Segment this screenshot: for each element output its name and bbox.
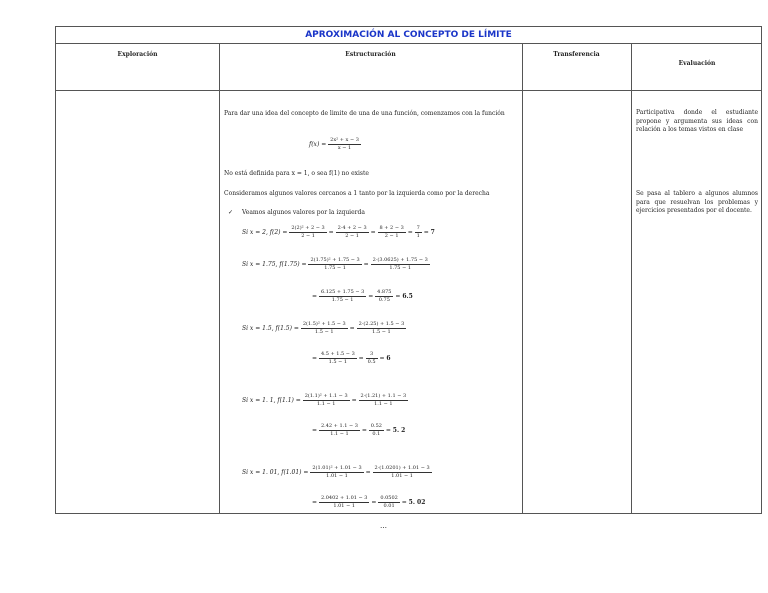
- calc-row-x15-result: = $\frac{4.5 + 1.5 - 3}{1.5 - 1}$ = $\frac{3}{0.5}$ = 6: [312, 351, 391, 365]
- column-divider: [631, 43, 632, 513]
- header-evaluacion: Evaluación: [678, 60, 716, 67]
- table-title: APROXIMACIÓN AL CONCEPTO DE LÍMITE: [56, 27, 761, 44]
- column-divider: [522, 43, 523, 513]
- page-ellipsis: …: [380, 522, 387, 530]
- evaluation-tablero: Se pasa al tablero a algunos alumnos para que resuelvan los problemas y ejercicios presentados por el docente.: [636, 190, 758, 214]
- header-transferencia: Transferencia: [553, 51, 600, 58]
- intro-text: Para dar una idea del concepto de limite de una de una función, comenzamos con la función: [224, 110, 505, 117]
- header-exploracion: Exploración: [117, 51, 158, 58]
- header-row-divider: [56, 90, 761, 91]
- evaluation-participativa: Participativa donde el estudiante propone y argumenta sus ideas con relación a los temas vistos en clase: [636, 109, 758, 133]
- function-definition: f(x) = $\frac{\text{2x² + x − 3}}{x - 1}$: [309, 137, 359, 151]
- lesson-table: [55, 26, 762, 514]
- calc-row-x175: Si x = 1.75, f(1.75) = $\frac{\text{2(1.75)² + 1.75 − 3}}{1.75 - 1}$ = $\frac{2\cdot(3.0625) + 1.75 - 3}{1.75 - 1}$: [242, 257, 428, 271]
- calc-row-x15: Si x = 1.5, f(1.5) = $\frac{\text{2(1.5)² + 1.5 − 3}}{1.5 - 1}$ = $\frac{2\cdot(2.25) + 1.5 - 3}{1.5 - 1}$: [242, 321, 405, 335]
- calc-row-x101-result: = $\frac{2.0402 + 1.01 - 3}{1.01 - 1}$ = $\frac{0.0502}{0.01}$ = 5. 02: [312, 495, 426, 509]
- calc-row-x175-result: = $\frac{6.125 + 1.75 - 3}{1.75 - 1}$ = $\frac{4.875}{0.75}$ = 6.5: [312, 289, 413, 303]
- checkmark-icon: ✓: [228, 209, 234, 216]
- calc-row-x101: Si x = 1. 01, f(1.01) = $\frac{\text{2(1.01)² + 1.01 − 3}}{1.01 - 1}$ = $\frac{2\cdot(1.0201) + 1.01 - 3}{1.01 - 1}$: [242, 465, 430, 479]
- calc-row-x11: Si x = 1. 1, f(1.1) = $\frac{\text{2(1.1)² + 1.1 − 3}}{1.1 - 1}$ = $\frac{2\cdot(1.21) + 1.1 - 3}{1.1 - 1}$: [242, 393, 407, 407]
- calc-row-x2: Si x = 2, f(2) = $\frac{\text{2(2)² + 2 − 3}}{2 - 1}$ = $\frac{2\cdot 4 + 2 - 3}{2 - 1}$ = $\frac{8 + 2 - 3}{2 - 1}$ = $\frac{7}{1}$ = 7: [242, 225, 435, 239]
- calc-row-x11-result: = $\frac{2.42 + 1.1 - 3}{1.1 - 1}$ = $\frac{0.52}{0.1}$ = 5. 2: [312, 423, 406, 437]
- consider-values-text: Consideramos algunos valores cercanos a 1 tanto por la izquierda como por la derecha: [224, 190, 490, 197]
- left-values-text: Veamos algunos valores por la izquierda: [242, 209, 365, 216]
- column-divider: [219, 43, 220, 513]
- not-defined-text: No está definida para x = 1, o sea f(1) no existe: [224, 170, 369, 177]
- header-estructuracion: Estructuración: [345, 51, 396, 58]
